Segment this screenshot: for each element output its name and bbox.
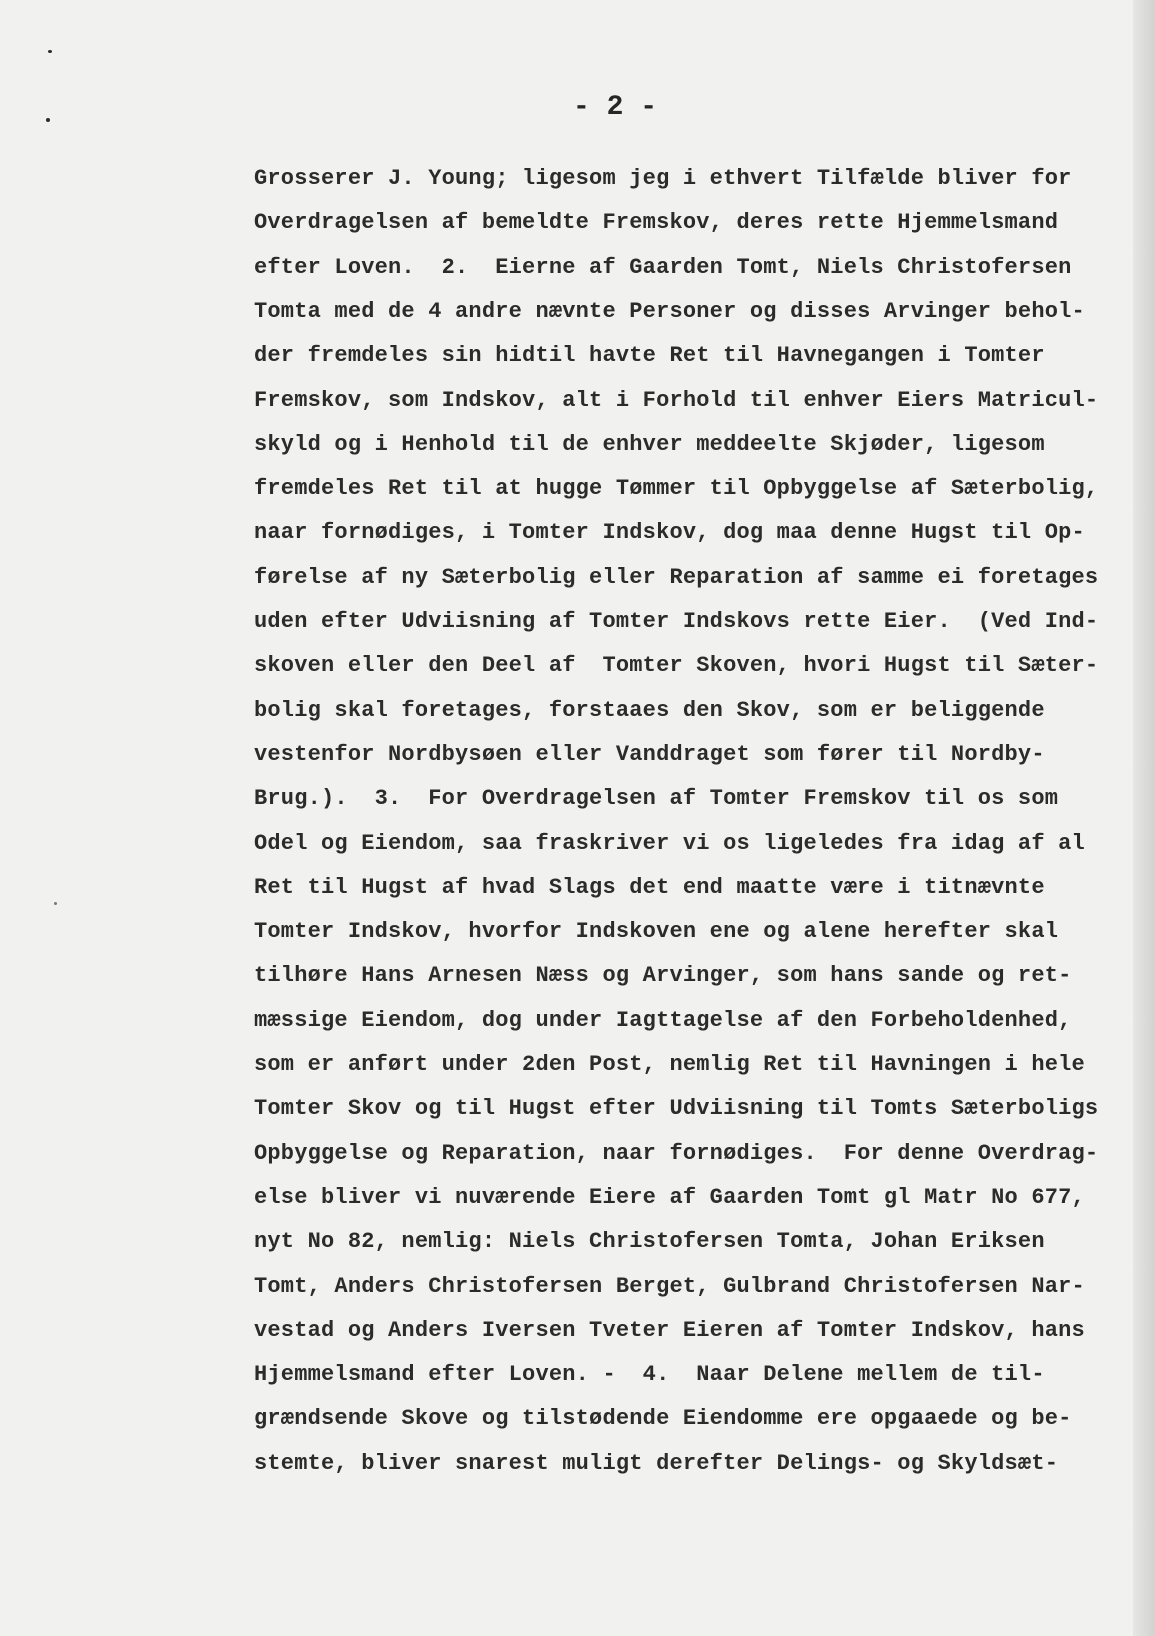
- text-line: Tomta med de 4 andre nævnte Personer og disses Arvinger behol-: [254, 298, 1085, 324]
- scan-speck: [48, 50, 52, 53]
- scan-speck: [54, 902, 57, 905]
- text-line: vestad og Anders Iversen Tveter Eieren af Tomter Indskov, hans: [254, 1317, 1085, 1343]
- text-line: Tomter Skov og til Hugst efter Udviisning til Tomts Sæterboligs: [254, 1096, 1099, 1122]
- text-line: tilhøre Hans Arnesen Næss og Arvinger, som hans sande og ret-: [254, 963, 1072, 989]
- text-line: bolig skal foretages, forstaaes den Skov, som er beliggende: [254, 697, 1045, 723]
- text-line: Tomter Indskov, hvorfor Indskoven ene og alene herefter skal: [254, 919, 1059, 945]
- text-line: førelse af ny Sæterbolig eller Reparation af samme ei foretages: [254, 564, 1099, 590]
- text-line: Hjemmelsmand efter Loven. - 4. Naar Delene mellem de til-: [254, 1362, 1045, 1388]
- text-line: Overdragelsen af bemeldte Fremskov, deres rette Hjemmelsmand: [254, 210, 1059, 236]
- text-line: Fremskov, som Indskov, alt i Forhold til enhver Eiers Matricul-: [254, 387, 1099, 413]
- text-line: Ret til Hugst af hvad Slags det end maatte være i titnævnte: [254, 874, 1045, 900]
- scan-speck: [46, 118, 50, 122]
- text-line: uden efter Udviisning af Tomter Indskovs rette Eier. (Ved Ind-: [254, 609, 1099, 634]
- text-line: else bliver vi nuværende Eiere af Gaarden Tomt gl Matr No 677,: [254, 1184, 1085, 1210]
- text-line: der fremdeles sin hidtil havte Ret til Havnegangen i Tomter: [254, 343, 1045, 369]
- text-line: skyld og i Henhold til de enhver meddeelte Skjøder, ligesom: [254, 431, 1045, 457]
- page-number: - 2 -: [573, 92, 658, 123]
- text-line: efter Loven. 2. Eierne af Gaarden Tomt, Niels Christofersen: [254, 254, 1072, 280]
- text-line: fremdeles Ret til at hugge Tømmer til Opbyggelse af Sæterbolig,: [254, 476, 1099, 502]
- text-line: vestenfor Nordbysøen eller Vanddraget som fører til Nordby-: [254, 741, 1045, 767]
- text-line: naar fornødiges, i Tomter Indskov, dog maa denne Hugst til Op-: [254, 520, 1085, 546]
- text-line: nyt No 82, nemlig: Niels Christofersen Tomta, Johan Eriksen: [254, 1229, 1045, 1255]
- text-line: stemte, bliver snarest muligt derefter Delings- og Skyldsæt-: [254, 1450, 1059, 1476]
- text-line: mæssige Eiendom, dog under Iagttagelse af den Forbeholdenhed,: [254, 1007, 1072, 1033]
- text-line: Grosserer J. Young; ligesom jeg i ethvert Tilfælde bliver for: [254, 166, 1072, 191]
- text-line: som er anført under 2den Post, nemlig Ret til Havningen i hele: [254, 1052, 1085, 1077]
- text-line: Brug.). 3. For Overdragelsen af Tomter Fremskov til os som: [254, 786, 1059, 812]
- text-line: skoven eller den Deel af Tomter Skoven, hvori Hugst til Sæter-: [254, 653, 1099, 679]
- text-line: grændsende Skove og tilstødende Eiendomme ere opgaaede og be-: [254, 1406, 1072, 1432]
- text-line: Odel og Eiendom, saa fraskriver vi os ligeledes fra idag af al: [254, 830, 1085, 856]
- scan-edge: [1133, 0, 1155, 1636]
- text-line: Opbyggelse og Reparation, naar fornødiges. For denne Overdrag-: [254, 1140, 1099, 1166]
- text-line: Tomt, Anders Christofersen Berget, Gulbrand Christofersen Nar-: [254, 1273, 1085, 1299]
